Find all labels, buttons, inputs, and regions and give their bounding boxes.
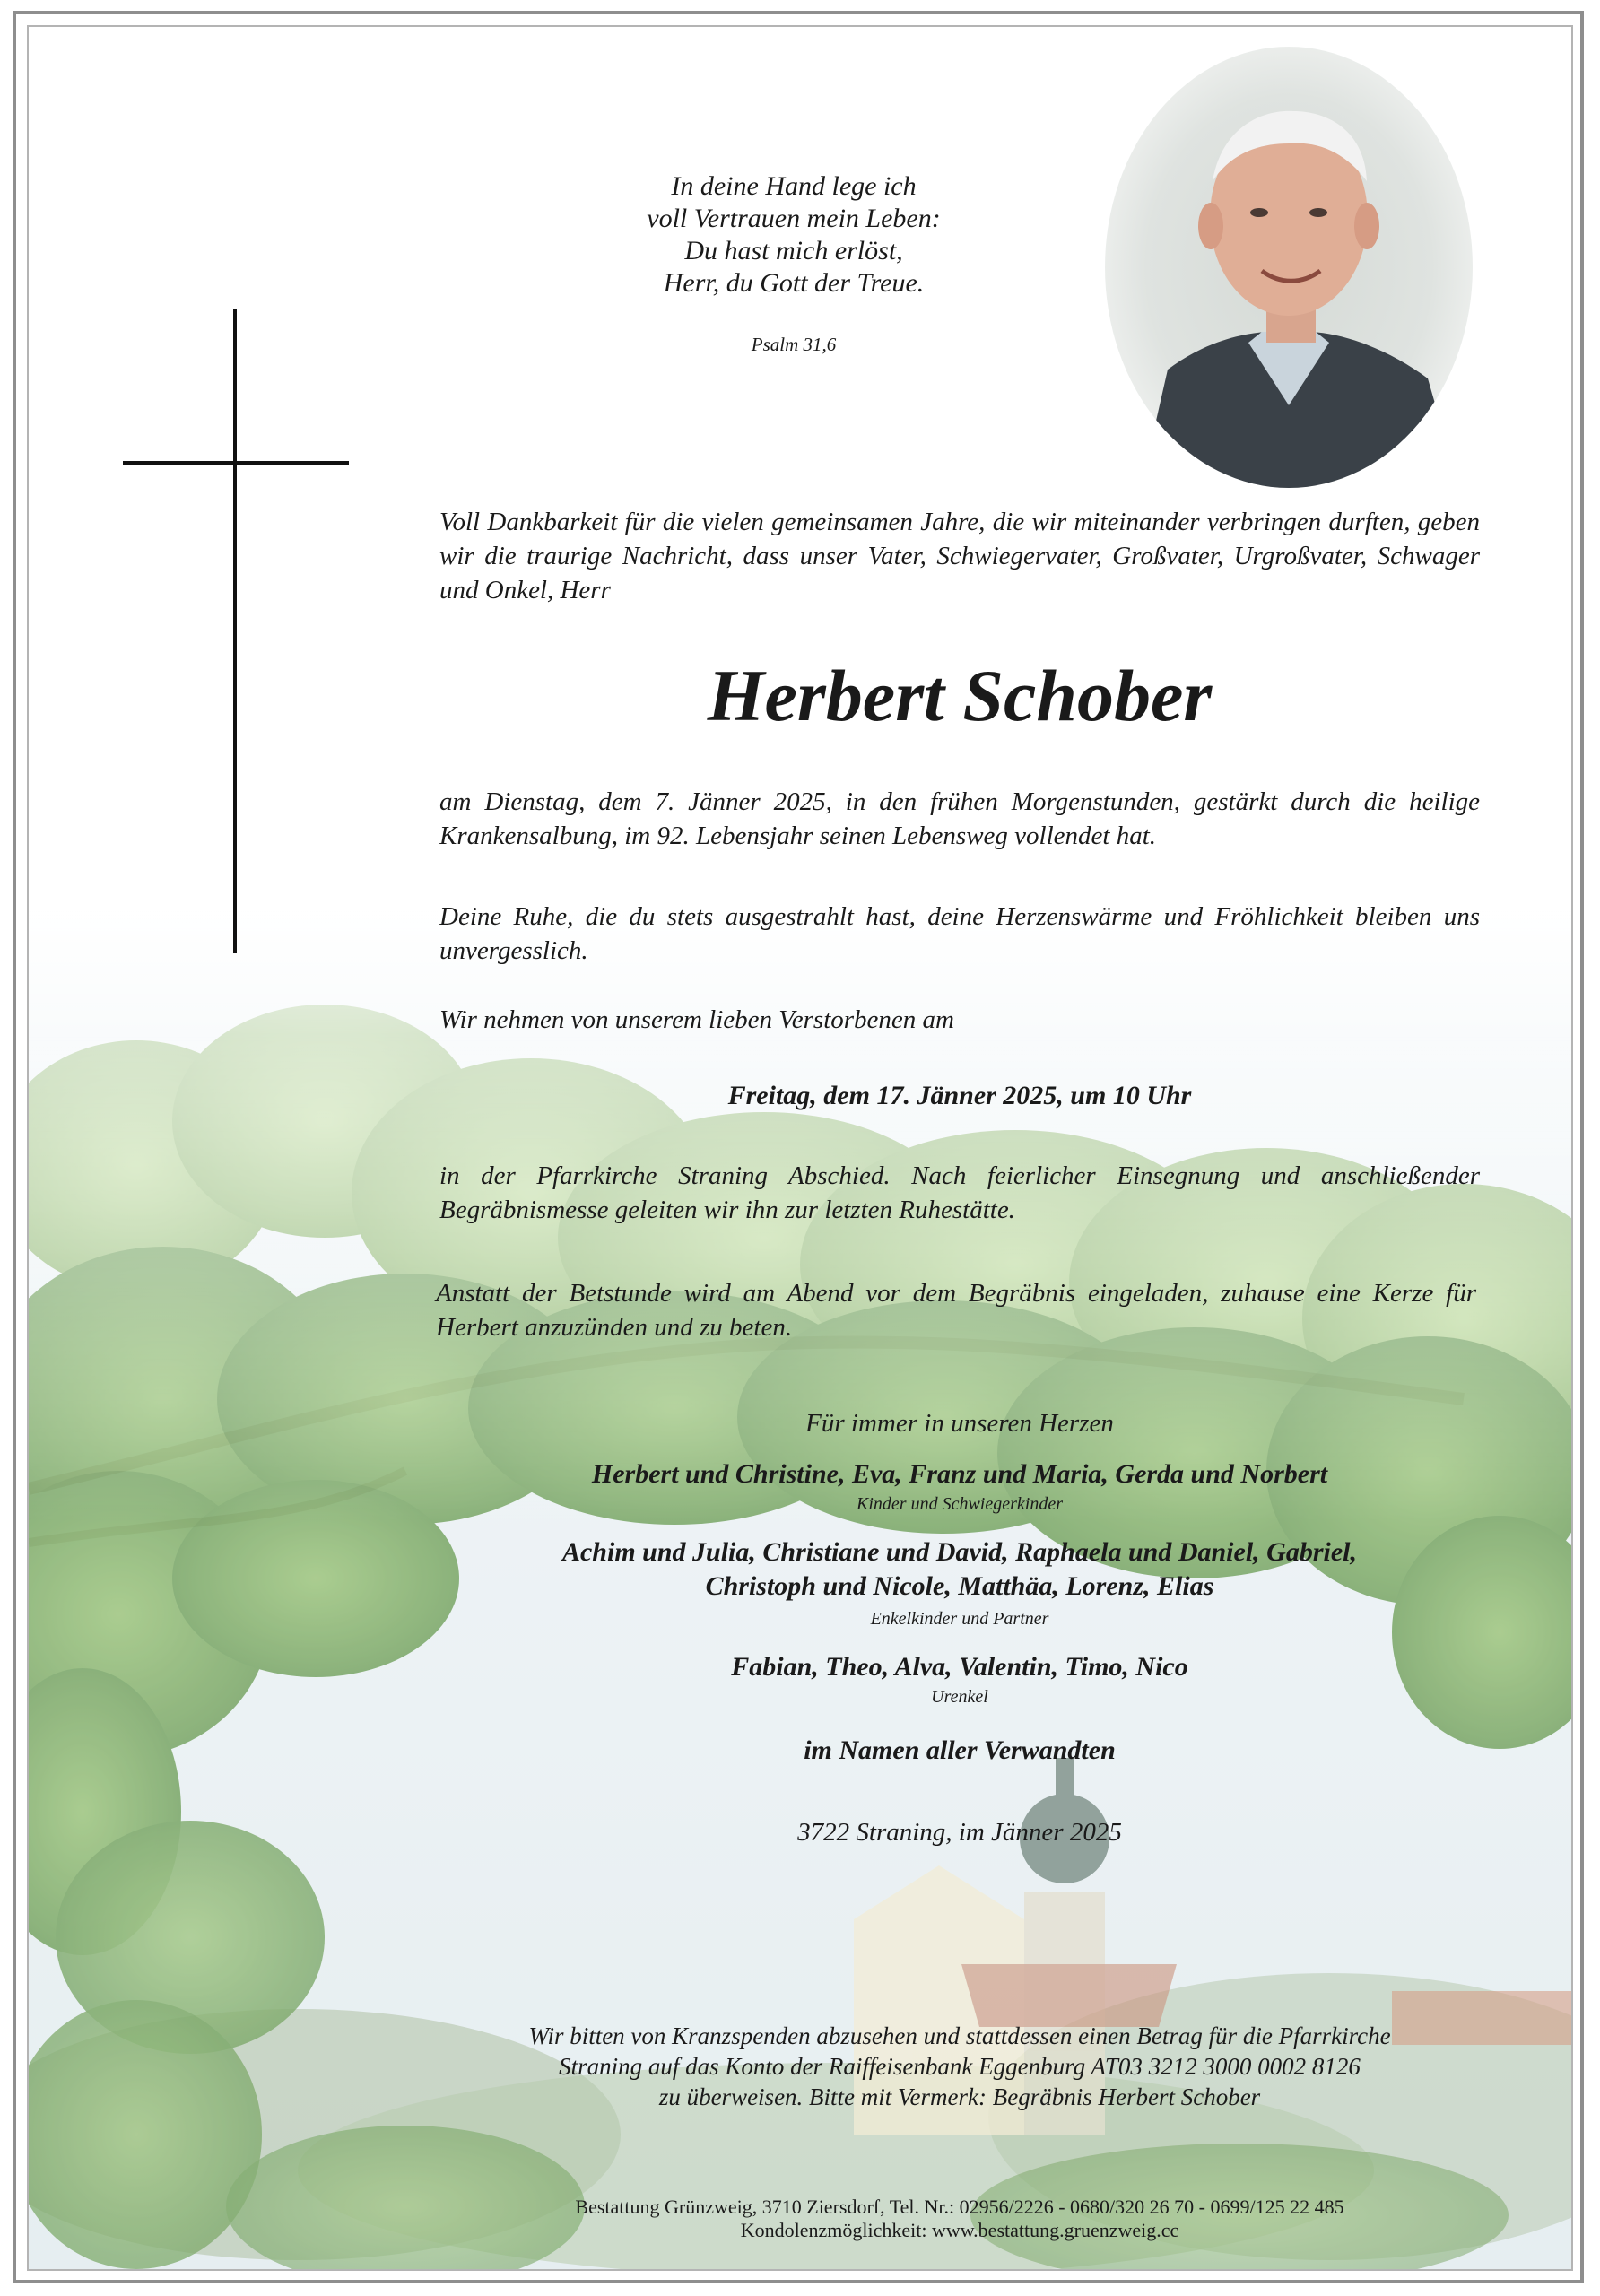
grandchildren-label: Enkelkinder und Partner xyxy=(870,1609,1049,1629)
verse-line: Herr, du Gott der Treue. xyxy=(663,268,925,298)
funeral-details-paragraph: in der Pfarrkirche Straning Abschied. Nach feierlicher Einsegnung und anschließender Begräbnismesse geleiten wir ihn zur letzten Ruhestätte. xyxy=(439,1161,1480,1224)
cross-horizontal xyxy=(123,461,349,465)
intro-paragraph: Voll Dankbarkeit für die vielen gemeinsamen Jahre, die wir miteinander verbringen durften, geben wir die traurige Nachricht, dass unser Vater, Schwiegervater, Großvater, Urgroßvater, Schwager und Onkel, Herr xyxy=(439,508,1480,604)
bible-verse xyxy=(574,170,1013,300)
great-grandchildren-label: Urenkel xyxy=(931,1687,988,1707)
farewell-intro: Wir nehmen von unserem lieben Verstorbenen am xyxy=(439,1005,954,1034)
funeral-date: Freitag, dem 17. Jänner 2025, um 10 Uhr xyxy=(727,1081,1192,1110)
cross-vertical xyxy=(233,309,237,953)
funeral-home-footer xyxy=(359,2196,1561,2242)
portrait-photo xyxy=(1105,47,1473,488)
children-names: Herbert und Christine, Eva, Franz und Maria, Gerda und Norbert xyxy=(591,1459,1328,1489)
portrait-image xyxy=(1105,47,1473,488)
verse-line: In deine Hand lege ich xyxy=(671,171,917,201)
mourners-heading: Für immer in unseren Herzen xyxy=(805,1409,1114,1438)
death-notice-paragraph: am Dienstag, dem 7. Jänner 2025, in den frühen Morgenstunden, gestärkt durch die heilige Krankensalbung, im 92. Lebensjahr seinen Lebensweg vollendet hat. xyxy=(439,787,1480,850)
verse-line: Du hast mich erlöst, xyxy=(684,236,903,265)
donation-request xyxy=(422,2021,1498,2112)
donation-line: Straning auf das Konto der Raiffeisenbank Eggenburg AT03 3212 3000 0002 8126 xyxy=(559,2053,1361,2080)
tribute-paragraph: Deine Ruhe, die du stets ausgestrahlt hast, deine Herzenswärme und Fröhlichkeit bleiben uns unvergesslich. xyxy=(439,902,1480,965)
grandchildren-names xyxy=(448,1535,1471,1604)
deceased-name: Herbert Schober xyxy=(707,655,1213,736)
prayer-note-paragraph: Anstatt der Betstunde wird am Abend vor dem Begräbnis eingeladen, zuhause eine Kerze für Herbert anzuzünden und zu beten. xyxy=(436,1279,1476,1342)
verse-reference: Psalm 31,6 xyxy=(751,334,837,355)
footer-contact: Bestattung Grünzweig, 3710 Ziersdorf, Tel. Nr.: 02956/2226 - 0680/320 26 70 - 0699/125 22 485 xyxy=(575,2196,1344,2218)
donation-line: zu überweisen. Bitte mit Vermerk: Begräbnis Herbert Schober xyxy=(658,2083,1261,2110)
place-and-date: 3722 Straning, im Jänner 2025 xyxy=(797,1818,1122,1847)
children-label: Kinder und Schwiegerkinder xyxy=(857,1494,1063,1514)
donation-line: Wir bitten von Kranzspenden abzusehen und stattdessen einen Betrag für die Pfarrkirche xyxy=(528,2022,1391,2049)
grandchildren-line: Achim und Julia, Christiane und David, Raphaela und Daniel, Gabriel, xyxy=(561,1537,1357,1567)
all-relatives: im Namen aller Verwandten xyxy=(804,1735,1116,1765)
footer-condolence-link[interactable]: Kondolenzmöglichkeit: www.bestattung.gruenzweig.cc xyxy=(740,2219,1179,2241)
verse-line: voll Vertrauen mein Leben: xyxy=(647,204,941,233)
great-grandchildren-names: Fabian, Theo, Alva, Valentin, Timo, Nico xyxy=(731,1652,1188,1682)
grandchildren-line: Christoph und Nicole, Matthäa, Lorenz, Elias xyxy=(705,1571,1214,1601)
